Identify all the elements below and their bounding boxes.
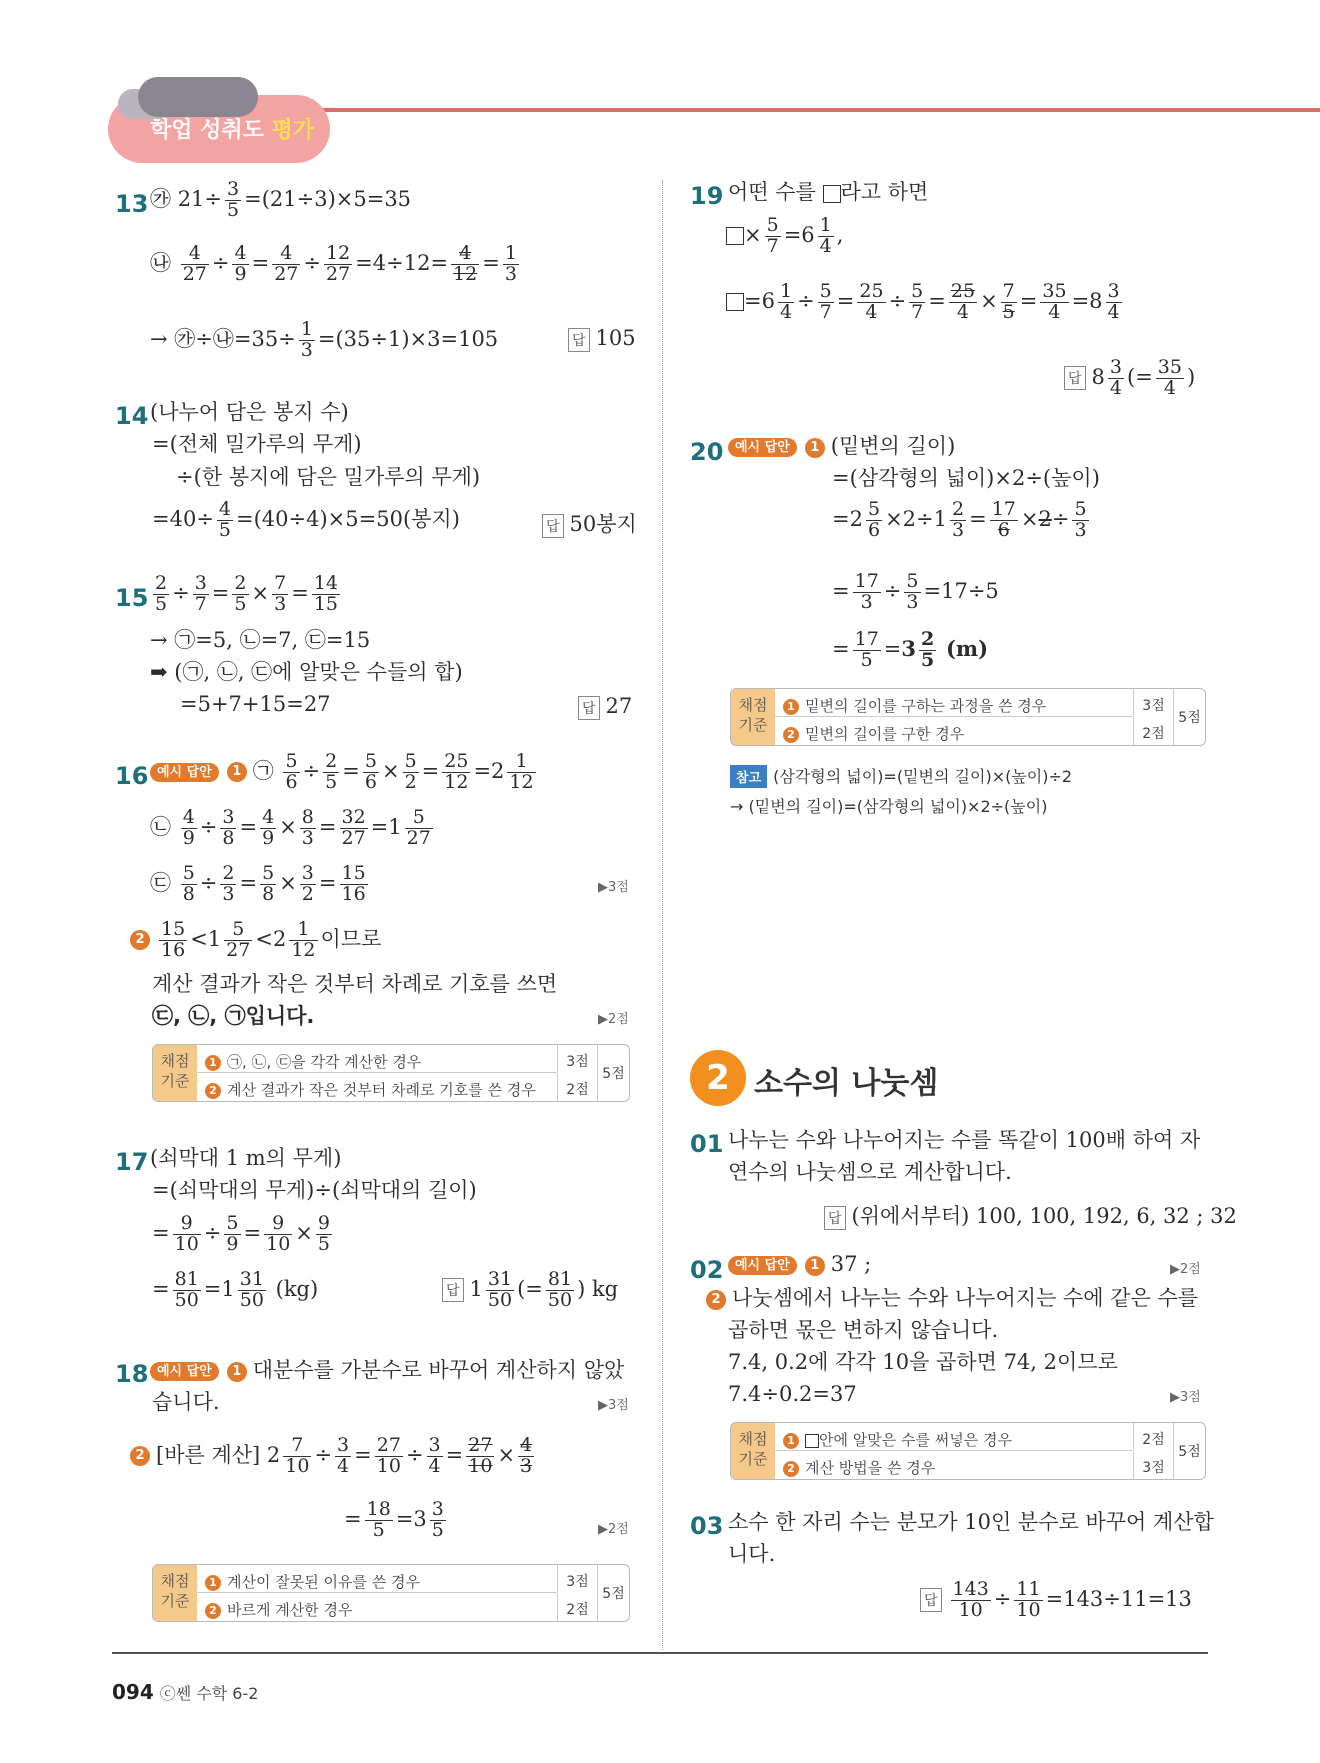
p20-line: 예시 답안 1 (밑변의 길이): [728, 436, 955, 458]
grading-table: 채점 기준 1 ㉠, ㉡, ㉢을 각각 계산한 경우 3점 2 계산 결과가 작은 것부터 차례로 기호를 쓴 경우 2점 5점: [152, 1044, 630, 1102]
p20-line: = $\frac{17}{5}$ =3 $\frac{2}{5}$ (m): [832, 628, 989, 671]
points-label: ▶3점: [598, 1398, 629, 1413]
example-answer-badge: 예시 답안: [150, 763, 219, 782]
p20-line: = $\frac{17}{3}$ ÷ $\frac{5}{3}$ =17÷5: [832, 570, 999, 613]
p18-line: 예시 답안 1 대분수를 가분수로 바꾸어 계산하지 않았: [150, 1360, 624, 1382]
points-label: ▶2점: [1170, 1262, 1201, 1277]
p14-line: =(전체 밀가루의 무게): [152, 432, 362, 456]
p19-line: =6 $\frac{1}{4}$ ÷ $\frac{5}{7}$ = $\frac{25}{4}$ ÷ $\frac{5}{7}$ = $\frac{25}{4}$ × $\frac{7}{5}$ = $\frac{35}{4}$ =8 $\frac{3}{4}$: [726, 282, 1125, 323]
p18-line: = $\frac{18}{5}$ =3 $\frac{3}{5}$: [344, 1498, 444, 1541]
section-header-badge: [108, 95, 330, 163]
footer-rule: [112, 1652, 1208, 1654]
p13-line-b: ㉯ $\frac{4}{27}$ ÷ $\frac{4}{9}$ = $\frac{4}{27}$ ÷ $\frac{12}{27}$ =4÷12= $\frac{4}{12}$ = $\frac{1}{3}$: [150, 242, 517, 285]
q03-answer: 답 $\frac{143}{10}$ ÷ $\frac{11}{10}$ =143÷11=13: [920, 1580, 1192, 1621]
problem-number: 03: [690, 1512, 724, 1540]
reference-note: 참고 (삼각형의 넓이)=(밑변의 길이)×(높이)÷2: [730, 764, 1072, 788]
p17-line: = $\frac{81}{50}$ =1 $\frac{31}{50}$ (kg): [152, 1268, 319, 1311]
points-label: ▶3점: [598, 880, 629, 895]
p13-line-c: → ㉮÷㉯=35÷ $\frac{1}{3}$ =(35÷1)×3=105: [150, 318, 499, 361]
points-label: ▶3점: [1170, 1390, 1201, 1405]
q02-line: 곱하면 몫은 변하지 않습니다.: [728, 1318, 999, 1342]
p17-line: =(쇠막대의 무게)÷(쇠막대의 길이): [152, 1178, 477, 1202]
points-label: ▶2점: [598, 1012, 629, 1027]
header-rule: [320, 108, 1320, 112]
q02-line: 2 나눗셈에서 나누는 수와 나누어지는 수에 같은 수를: [706, 1288, 1198, 1310]
p14-line: =40÷ $\frac{4}{5}$ =(40÷4)×5=50(봉지): [152, 498, 460, 541]
problem-number: 17: [115, 1148, 149, 1176]
grading-table: 채점 기준 1 밑변의 길이를 구하는 과정을 쓴 경우 3점 2 밑변의 길이를 구한 경우 2점 5점: [730, 688, 1206, 746]
example-answer-badge: 예시 답안: [728, 438, 797, 457]
problem-number: 20: [690, 438, 724, 466]
p13-line-a: ㉮ 21÷ $\frac{3}{5}$ =(21÷3)×5=35: [150, 178, 412, 221]
q01-answer: 답 (위에서부터) 100, 100, 192, 6, 32 ; 32: [824, 1200, 1237, 1230]
q01-line: 나누는 수와 나누어지는 수를 똑같이 100배 하여 자: [728, 1128, 1201, 1152]
p17-line: = $\frac{9}{10}$ ÷ $\frac{5}{9}$ = $\frac{9}{10}$ × $\frac{9}{5}$: [152, 1212, 330, 1255]
example-answer-badge: 예시 답안: [728, 1256, 797, 1275]
q02-line: 예시 답안 1 37 ;: [728, 1254, 871, 1276]
p19-line: × $\frac{5}{7}$ =6 $\frac{1}{4}$ ,: [726, 216, 843, 257]
p15-answer: 답 27: [578, 694, 632, 720]
problem-number: 01: [690, 1130, 724, 1158]
p15-line: ➡ (㉠, ㉡, ㉢에 알맞은 수들의 합): [150, 660, 463, 684]
p20-line: =(삼각형의 넓이)×2÷(높이): [832, 466, 1100, 490]
p17-answer: 답 1 $\frac{31}{50}$ (= $\frac{81}{50}$ ) kg: [442, 1270, 618, 1311]
p16-line: 계산 결과가 작은 것부터 차례로 기호를 쓰면: [152, 972, 558, 996]
p13-answer: 답 105: [568, 326, 636, 352]
blank-box-icon: [726, 293, 744, 311]
p19-line: 어떤 수를 라고 하면: [728, 180, 929, 204]
p16-line: ㉢, ㉡, ㉠입니다.: [152, 1004, 315, 1028]
p14-line: ÷(한 봉지에 담은 밀가루의 무게): [176, 465, 481, 489]
p14-answer: 답 50봉지: [542, 508, 637, 538]
blank-box-icon: [823, 185, 841, 203]
problem-number: 15: [115, 584, 149, 612]
p14-line: (나누어 담은 봉지 수): [150, 400, 349, 424]
p17-line: (쇠막대 1 m의 무게): [150, 1146, 342, 1170]
header-title: 학업 성취도: [150, 118, 272, 143]
problem-number: 14: [115, 402, 149, 430]
p15-line: $\frac{2}{5}$ ÷ $\frac{3}{7}$ = $\frac{2}{5}$ × $\frac{7}{3}$ = $\frac{14}{15}$: [155, 572, 338, 615]
column-divider: [662, 180, 663, 1650]
grading-table: 채점 기준 1 안에 알맞은 수를 써넣은 경우 2점 2 계산 방법을 쓴 경우 3점 5점: [730, 1422, 1206, 1480]
p18-line: 2 [바른 계산] 2 $\frac{7}{10}$ ÷ $\frac{3}{4}$ = $\frac{27}{10}$ ÷ $\frac{3}{4}$ = $\frac{27}{10}$ × $\frac{4}{3}$: [130, 1436, 537, 1477]
q03-line: 소수 한 자리 수는 분모가 10인 분수로 바꾸어 계산합: [728, 1510, 1214, 1534]
problem-number: 19: [690, 182, 724, 210]
p16-line: 예시 답안 1 ㉠ $\frac{5}{6}$ ÷ $\frac{2}{5}$ = $\frac{5}{6}$ × $\frac{5}{2}$ = $\frac{25}{12}$ =2 $\frac{1}{12}$: [150, 752, 539, 793]
blank-box-icon: [726, 227, 744, 245]
p16-line: ㉢ $\frac{5}{8}$ ÷ $\frac{2}{3}$ = $\frac{5}{8}$ × $\frac{3}{2}$ = $\frac{15}{16}$: [150, 862, 366, 905]
example-answer-badge: 예시 답안: [150, 1362, 219, 1381]
header-title-emphasis: 평가: [271, 118, 315, 143]
p16-line: ㉡ $\frac{4}{9}$ ÷ $\frac{3}{8}$ = $\frac{4}{9}$ × $\frac{8}{3}$ = $\frac{32}{27}$ =1 $\frac{5}{27}$: [150, 806, 431, 849]
p16-line: 2 $\frac{15}{16}$ <1 $\frac{5}{27}$ <2 $\frac{1}{12}$ 이므로: [130, 920, 381, 961]
p20-line: =2 $\frac{5}{6}$ ×2÷1 $\frac{2}{3}$ = $\frac{17}{6}$ ×2÷ $\frac{5}{3}$: [832, 498, 1087, 541]
problem-number: 02: [690, 1256, 724, 1284]
p19-answer: 답 8 $\frac{3}{4}$ (= $\frac{35}{4}$ ): [1064, 358, 1195, 399]
q03-line: 니다.: [728, 1542, 776, 1566]
reference-note: → (밑변의 길이)=(삼각형의 넓이)×2÷(높이): [730, 797, 1048, 816]
grading-table: 채점 기준 1 계산이 잘못된 이유를 쓴 경우 3점 2 바르게 계산한 경우 2점 5점: [152, 1564, 630, 1622]
problem-number: 16: [115, 762, 149, 790]
problem-number: 13: [115, 190, 149, 218]
problem-number: 18: [115, 1360, 149, 1388]
p18-line: 습니다.: [152, 1390, 220, 1414]
p15-line: → ㉠=5, ㉡=7, ㉢=15: [150, 628, 371, 652]
q01-line: 연수의 나눗셈으로 계산합니다.: [728, 1160, 1012, 1184]
points-label: ▶2점: [598, 1522, 629, 1537]
q02-line: 7.4, 0.2에 각각 10을 곱하면 74, 2이므로: [728, 1350, 1118, 1374]
cloud-icon: [138, 77, 258, 117]
page-footer: 094 ⓒ쎈 수학 6-2: [112, 1680, 259, 1704]
q02-line: 7.4÷0.2=37: [728, 1382, 857, 1406]
p15-line: =5+7+15=27: [180, 692, 331, 716]
